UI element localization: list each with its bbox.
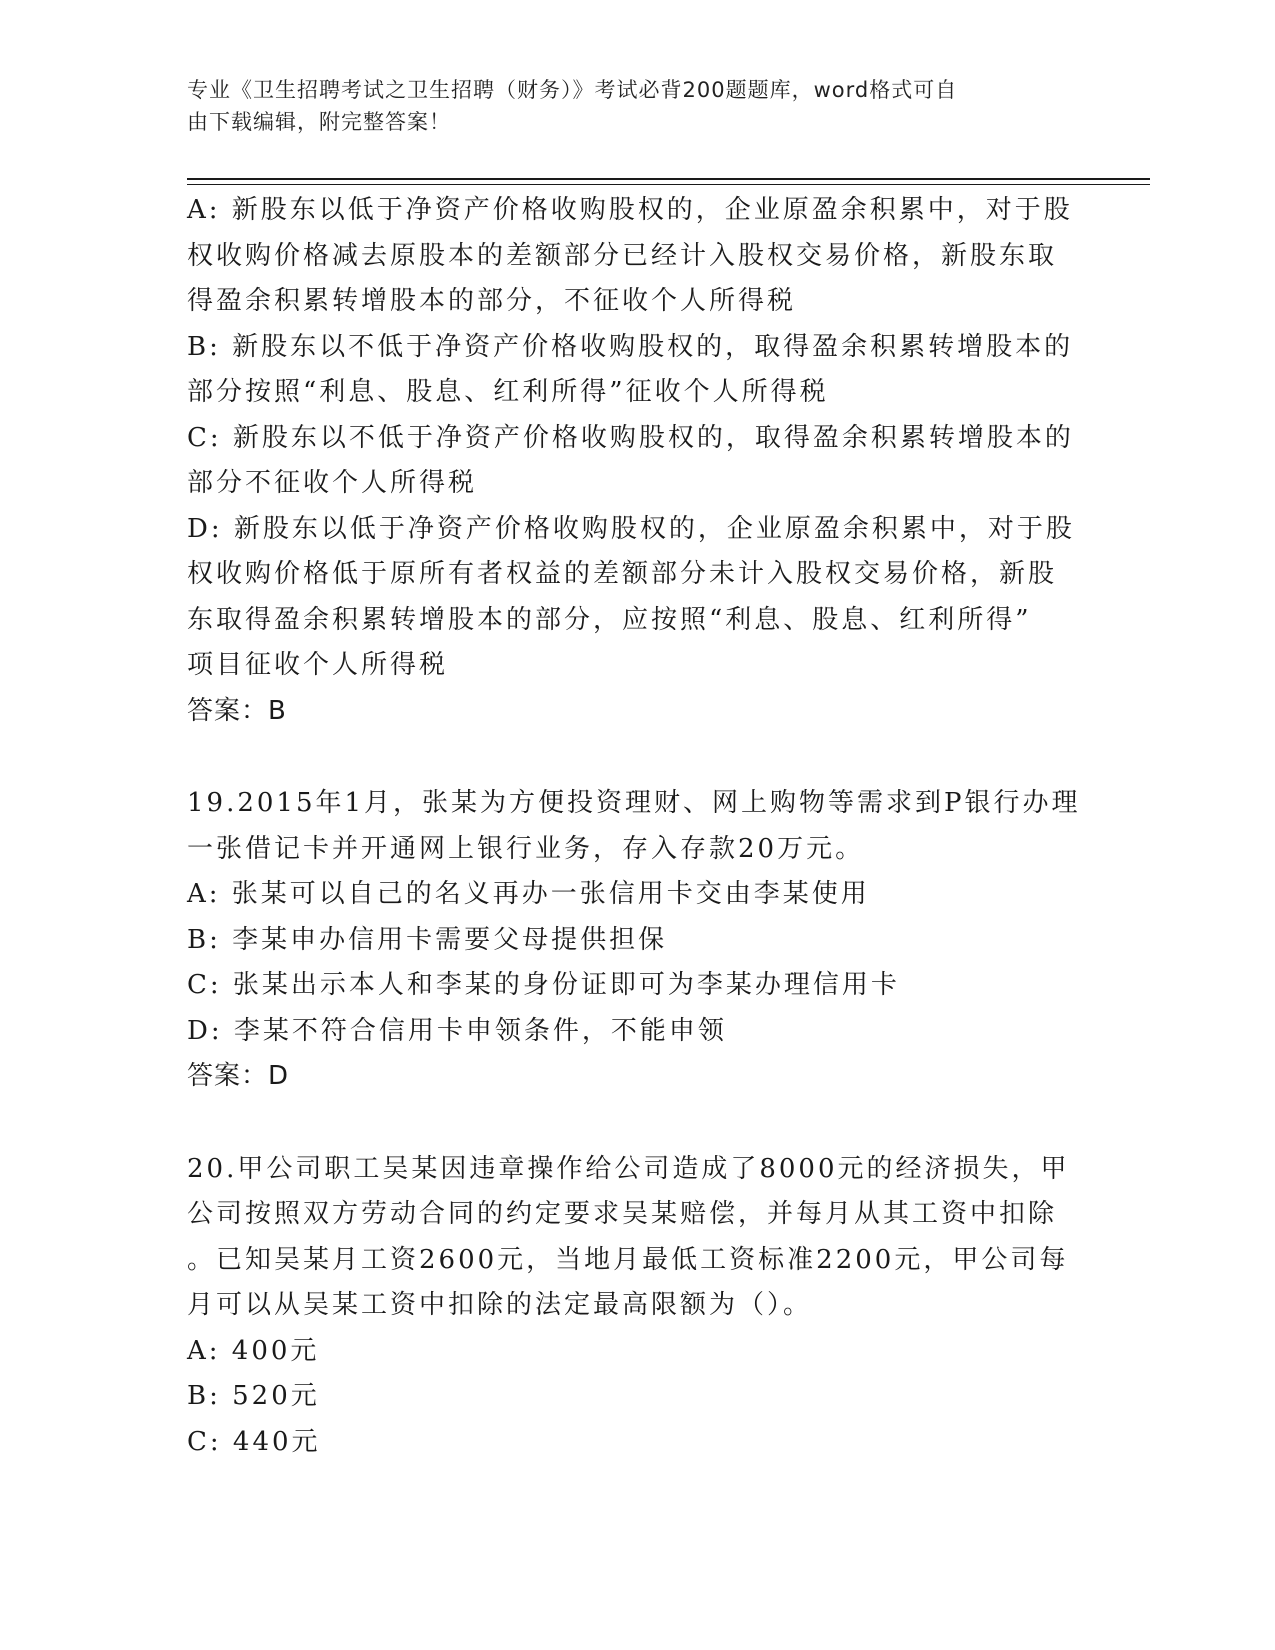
text-line: 项目征收个人所得税 — [187, 650, 449, 680]
document-body — [187, 188, 1087, 1465]
text-line: 公司按照双方劳动合同的约定要求吴某赔偿，并每月从其工资中扣除 — [187, 1199, 1058, 1229]
q19-option-d: D: 李某不符合信用卡申领条件，不能申领 — [187, 1015, 727, 1046]
text-line: 权收购价格减去原股本的差额部分已经计入股权交易价格，新股东取 — [187, 240, 1058, 271]
text-line: 权收购价格低于原所有者权益的差额部分未计入股权交易价格，新股 — [187, 559, 1058, 589]
text-line: 一张借记卡并开通网上银行业务，存入存款20万元。 — [187, 833, 865, 864]
q18-option-c — [187, 416, 1087, 507]
text-line: 。已知吴某月工资2600元，当地月最低工资标准2200元，甲公司每 — [187, 1244, 1069, 1275]
text-line: B: 新股东以不低于净资产价格收购股权的，取得盈余积累转增股本的 — [187, 331, 1074, 362]
document-header — [187, 74, 1087, 138]
text-line: 部分按照“利息、股息、红利所得”征收个人所得税 — [187, 377, 829, 407]
header-line-2: 由下载编辑，附完整答案！ — [187, 110, 451, 134]
spacer — [187, 734, 1087, 781]
text-line: 部分不征收个人所得税 — [187, 468, 478, 498]
q18-option-a — [187, 188, 1087, 325]
q18-answer: 答案：B — [187, 695, 287, 726]
q19-option-b: B: 李某申办信用卡需要父母提供担保 — [187, 924, 668, 955]
q19-answer: 答案：D — [187, 1061, 290, 1091]
q19-stem — [187, 781, 1087, 872]
text-line: 月可以从吴某工资中扣除的法定最高限额为（）。 — [187, 1290, 813, 1320]
header-rule-thick — [187, 178, 1150, 180]
q19-option-c: C: 张某出示本人和李某的身份证即可为李某办理信用卡 — [187, 970, 900, 1000]
q20-option-c: C: 440元 — [187, 1426, 321, 1457]
q20-option-a: A: 400元 — [187, 1335, 320, 1366]
q18-option-b — [187, 325, 1087, 416]
q20-stem — [187, 1147, 1087, 1329]
spacer — [187, 1100, 1087, 1147]
text-line: D: 新股东以低于净资产价格收购股权的，企业原盈余积累中，对于股 — [187, 513, 1075, 544]
text-line: C: 新股东以不低于净资产价格收购股权的，取得盈余积累转增股本的 — [187, 422, 1074, 453]
q19-option-a: A: 张某可以自己的名义再办一张信用卡交由李某使用 — [187, 879, 870, 909]
text-line: A: 新股东以低于净资产价格收购股权的，企业原盈余积累中，对于股 — [187, 195, 1073, 225]
text-line: 19.2015年1月，张某为方便投资理财、网上购物等需求到P银行办理 — [187, 788, 1081, 818]
text-line: 20.甲公司职工吴某因违章操作给公司造成了8000元的经济损失，甲 — [187, 1153, 1070, 1184]
header-rule-thin — [187, 184, 1150, 185]
text-line: 得盈余积累转增股本的部分，不征收个人所得税 — [187, 286, 797, 316]
text-line: 东取得盈余积累转增股本的部分，应按照“利息、股息、红利所得” — [187, 604, 1032, 635]
header-line-1: 专业《卫生招聘考试之卫生招聘（财务）》考试必背200题题库，word格式可自 — [187, 78, 958, 102]
q20-option-b: B: 520元 — [187, 1381, 320, 1411]
q18-option-d — [187, 507, 1087, 689]
